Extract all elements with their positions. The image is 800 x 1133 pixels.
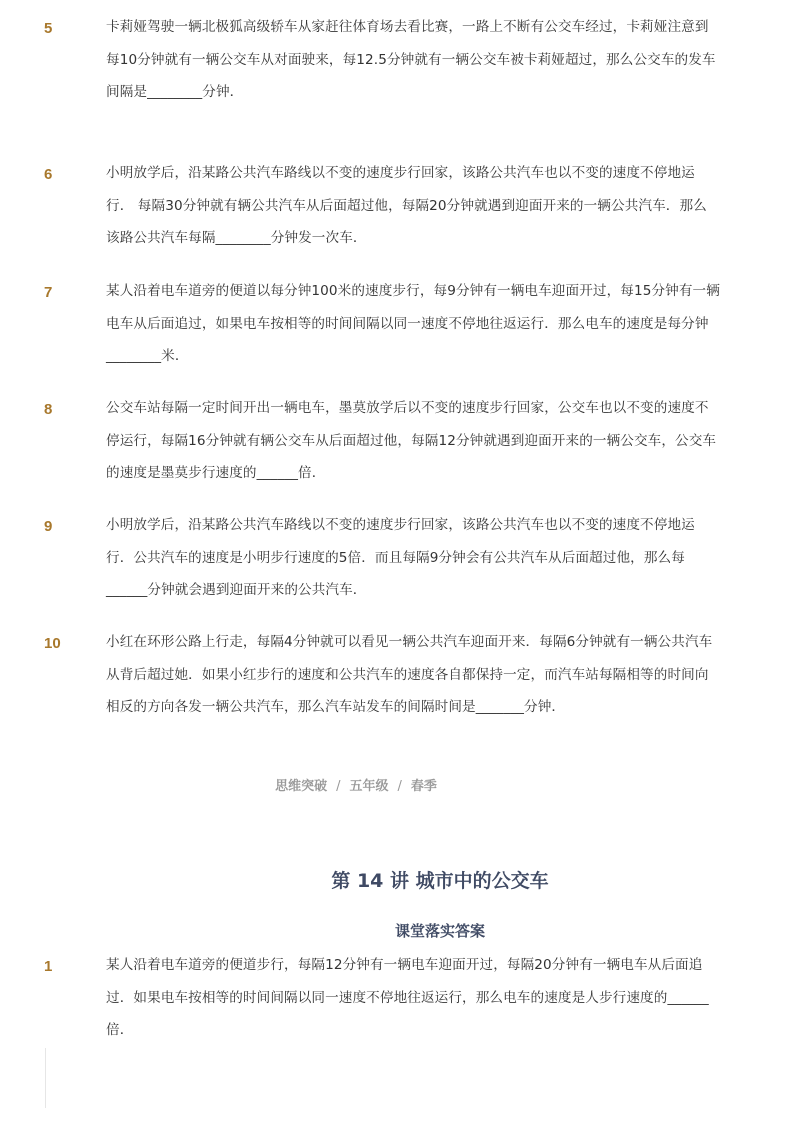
problem-text: 某人沿着电车道旁的便道以每分钟100米的速度步行，每9分钟有一辆电车迎面开过，每15分钟有一辆电车从后面追过，如果电车按相等的时间间隔以同一速度不停地往返运行．那么电车的速度是每分钟________米． (106, 283, 720, 364)
footer-series: 思维突破 (275, 779, 328, 794)
problem-text: 公交车站每隔一定时间开出一辆电车，墨莫放学后以不变的速度步行回家，公交车也以不变的速度不停运行，每隔16分钟就有辆公交车从后面超过他，每隔12分钟就遇到迎面开来的一辆公交车，公交车的速度是墨莫步行速度的______倍． (106, 400, 717, 481)
footer-separator: / (397, 779, 402, 794)
answer-number: 1 (44, 958, 53, 975)
problem-number: 6 (44, 166, 53, 183)
problem-text: 卡莉娅驾驶一辆北极狐高级轿车从家赶往体育场去看比赛，一路上不断有公交车经过，卡莉娅注意到每10分钟就有一辆公交车从对面驶来，每12.5分钟就有一辆公交车被卡莉娅超过，那么公交车的发车间隔是________分钟． (106, 19, 716, 100)
lecture-title (0, 866, 800, 893)
problem-number: 9 (44, 518, 53, 535)
footer-breadcrumb (0, 775, 800, 794)
problem-text: 小红在环形公路上行走，每隔4分钟就可以看见一辆公共汽车迎面开来．每隔6分钟就有一辆公共汽车从背后超过她．如果小红步行的速度和公共汽车的速度各自都保持一定，而汽车站每隔相等的时间向相反的方向各发一辆公共汽车，那么汽车站发车的间隔时间是_______分钟． (106, 634, 713, 715)
lecture-title-text: 第 14 讲 城市中的公交车 (331, 870, 549, 892)
answer-text: 某人沿着电车道旁的便道步行，每隔12分钟有一辆电车迎面开过，每隔20分钟有一辆电车从后面追过．如果电车按相等的时间间隔以同一速度不停地往返运行，那么电车的速度是人步行速度的______倍． (106, 957, 709, 1038)
problem-number: 5 (44, 20, 53, 37)
problem-text: 小明放学后，沿某路公共汽车路线以不变的速度步行回家，该路公共汽车也以不变的速度不停地运行． 每隔30分钟就有辆公共汽车从后面超过他，每隔20分钟就遇到迎面开来的一辆公共汽车．那么该路公共汽车每隔________分钟发一次车． (106, 165, 707, 246)
problem-text: 小明放学后，沿某路公共汽车路线以不变的速度步行回家，该路公共汽车也以不变的速度不停地运行．公共汽车的速度是小明步行速度的5倍．而且每隔9分钟会有公共汽车从后面超过他，那么每______分钟就会遇到迎面开来的公共汽车． (106, 517, 695, 598)
problem-number: 8 (44, 401, 53, 418)
section-title (0, 920, 800, 941)
margin-rule (45, 1048, 46, 1108)
problem-number: 10 (44, 635, 61, 652)
footer-grade: 五年级 (349, 779, 389, 794)
footer-separator: / (336, 779, 341, 794)
section-title-text: 课堂落实答案 (394, 922, 485, 940)
problem-number: 7 (44, 284, 53, 301)
footer-term: 春季 (410, 779, 437, 794)
